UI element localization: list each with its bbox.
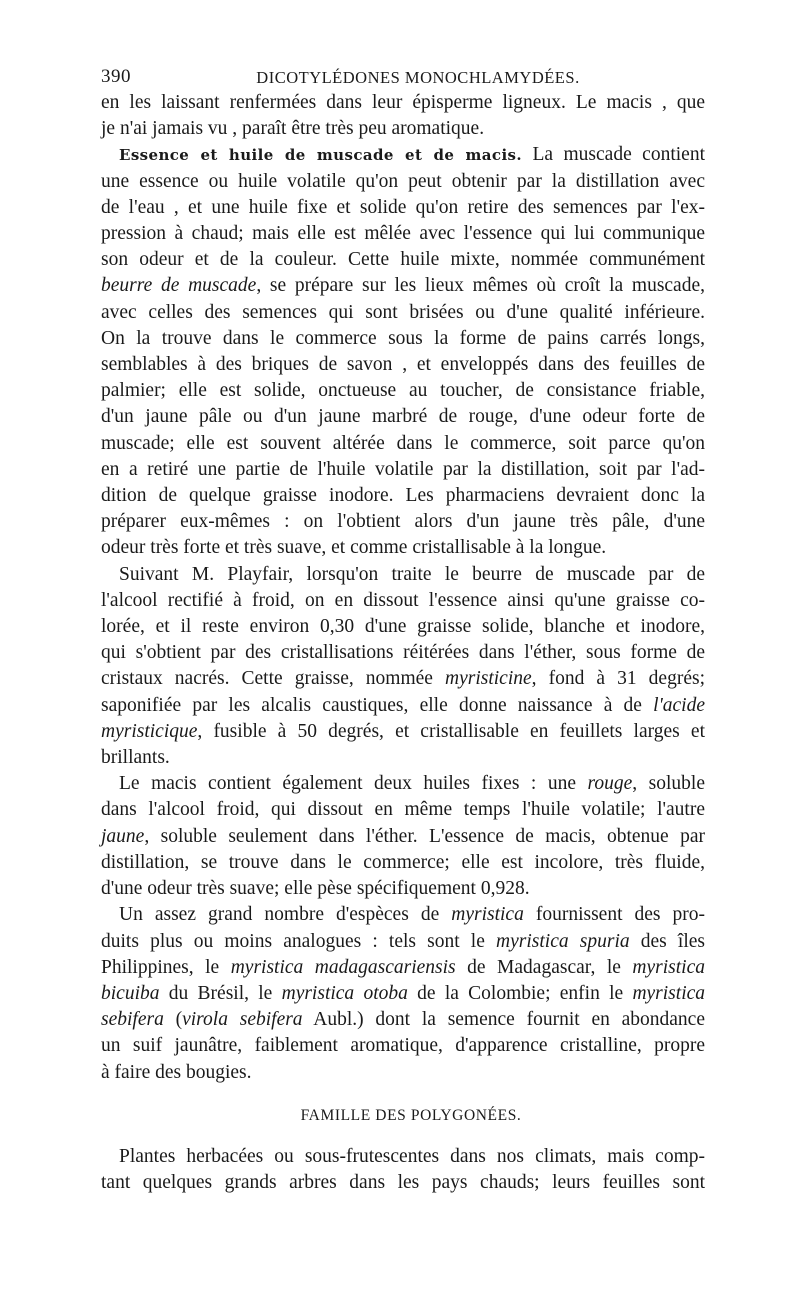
text-line: pression à chaud; mais elle est mêlée avec l'essence qui lui communique: [101, 223, 705, 245]
text-line: Plantes herbacées ou sous-frutescentes dans nos climats, mais comp-: [119, 1145, 705, 1167]
text-line: d'un jaune pâle ou d'un jaune marbré de rouge, d'une odeur forte de: [101, 406, 705, 428]
text-line: muscade; elle est souvent altérée dans le commerce, soit parce qu'on: [101, 432, 705, 454]
text-line: avec celles des semences qui sont brisées ou d'une qualité inférieure.: [101, 301, 705, 323]
text-line: duits plus ou moins analogues : tels sont le myristica spuria des îles: [101, 930, 706, 952]
text-line: dition de quelque graisse inodore. Les pharmaciens devraient donc la: [101, 485, 705, 507]
text-line: beurre de muscade, se prépare sur les lieux mêmes où croît la muscade,: [101, 275, 705, 297]
text-line: préparer eux-mêmes : on l'obtient alors d'un jaune très pâle, d'une: [101, 511, 705, 533]
text-line: son odeur et de la couleur. Cette huile mixte, nommée communément: [101, 249, 705, 271]
running-title: DICOTYLÉDONES MONOCHLAMYDÉES.: [256, 68, 580, 87]
text-line: je n'ai jamais vu , paraît être très peu aromatique.: [101, 118, 485, 140]
text-line: palmier; elle est solide, onctueuse au toucher, de consistance friable,: [101, 380, 705, 402]
text-line: tant quelques grands arbres dans les pays chauds; leurs feuilles sont: [101, 1171, 705, 1193]
text-line: cristaux nacrés. Cette graisse, nommée myristicine, fond à 31 degrés;: [101, 668, 705, 690]
text-line: à faire des bougies.: [101, 1061, 252, 1083]
section-title: FAMILLE DES POLYGONÉES.: [300, 1106, 522, 1124]
text-line: odeur très forte et très suave, et comme cristallisable à la longue.: [101, 537, 607, 559]
text-line: une essence ou huile volatile qu'on peut obtenir par la distillation avec: [101, 170, 705, 192]
text-line: l'alcool rectifié à froid, on en dissout l'essence ainsi qu'une graisse co-: [101, 589, 705, 611]
text-line: de l'eau , et une huile fixe et solide qu'on retire des semences par l'ex-: [101, 196, 705, 218]
page-number: 390: [101, 66, 131, 87]
text-line: lorée, et il reste environ 0,30 d'une graisse solide, blanche et inodore,: [101, 616, 705, 638]
text-line: d'une odeur très suave; elle pèse spécifiquement 0,928.: [101, 878, 530, 900]
section-text: [101, 1144, 705, 1196]
text-line: en les laissant renfermées dans leur épisperme ligneux. Le macis , que: [101, 92, 705, 113]
text-line: distillation, se trouve dans le commerce; elle est incolore, très fluide,: [101, 851, 705, 873]
text-line: dans l'alcool froid, qui dissout en même temps l'huile volatile; l'autre: [101, 799, 705, 821]
text-line: Le macis contient également deux huiles fixes : une rouge, soluble: [119, 773, 705, 795]
text-line: Suivant M. Playfair, lorsqu'on traite le beurre de muscade par de: [119, 563, 705, 585]
text-line: Essence et huile de muscade et de macis. La muscade contient: [119, 144, 705, 166]
text-line: myristicique, fusible à 50 degrés, et cristallisable en feuillets larges et: [101, 720, 705, 742]
run-in-heading: Essence et huile de muscade et de macis.: [119, 146, 523, 165]
text-line: Philippines, le myristica madagascariensis de Madagascar, le myristica: [101, 956, 705, 978]
main-text: [101, 90, 705, 1086]
text-line: brillants.: [101, 747, 170, 769]
text-line: sebifera (virola sebifera Aubl.) dont la semence fournit en abondance: [101, 1009, 705, 1031]
text-line: On la trouve dans le commerce sous la forme de pains carrés longs,: [101, 327, 705, 349]
text-line: saponifiée par les alcalis caustiques, elle donne naissance à de l'acide: [101, 694, 705, 716]
text-line: Un assez grand nombre d'espèces de myristica fournissent des pro-: [119, 904, 706, 926]
text-line: bicuiba du Brésil, le myristica otoba de la Colombie; enfin le myristica: [101, 982, 706, 1004]
text-line: qui s'obtient par des cristallisations réitérées dans l'éther, sous forme de: [101, 642, 705, 664]
text-line: semblables à des briques de savon , et enveloppés dans des feuilles de: [101, 354, 705, 376]
page-header: [101, 60, 705, 90]
text-line: jaune, soluble seulement dans l'éther. L'essence de macis, obtenue par: [101, 825, 705, 847]
page: [101, 60, 705, 1196]
text-line: un suif jaunâtre, faiblement aromatique, d'apparence cristalline, propre: [101, 1035, 705, 1057]
text-line: en a retiré une partie de l'huile volatile par la distillation, soit par l'ad-: [101, 458, 705, 480]
